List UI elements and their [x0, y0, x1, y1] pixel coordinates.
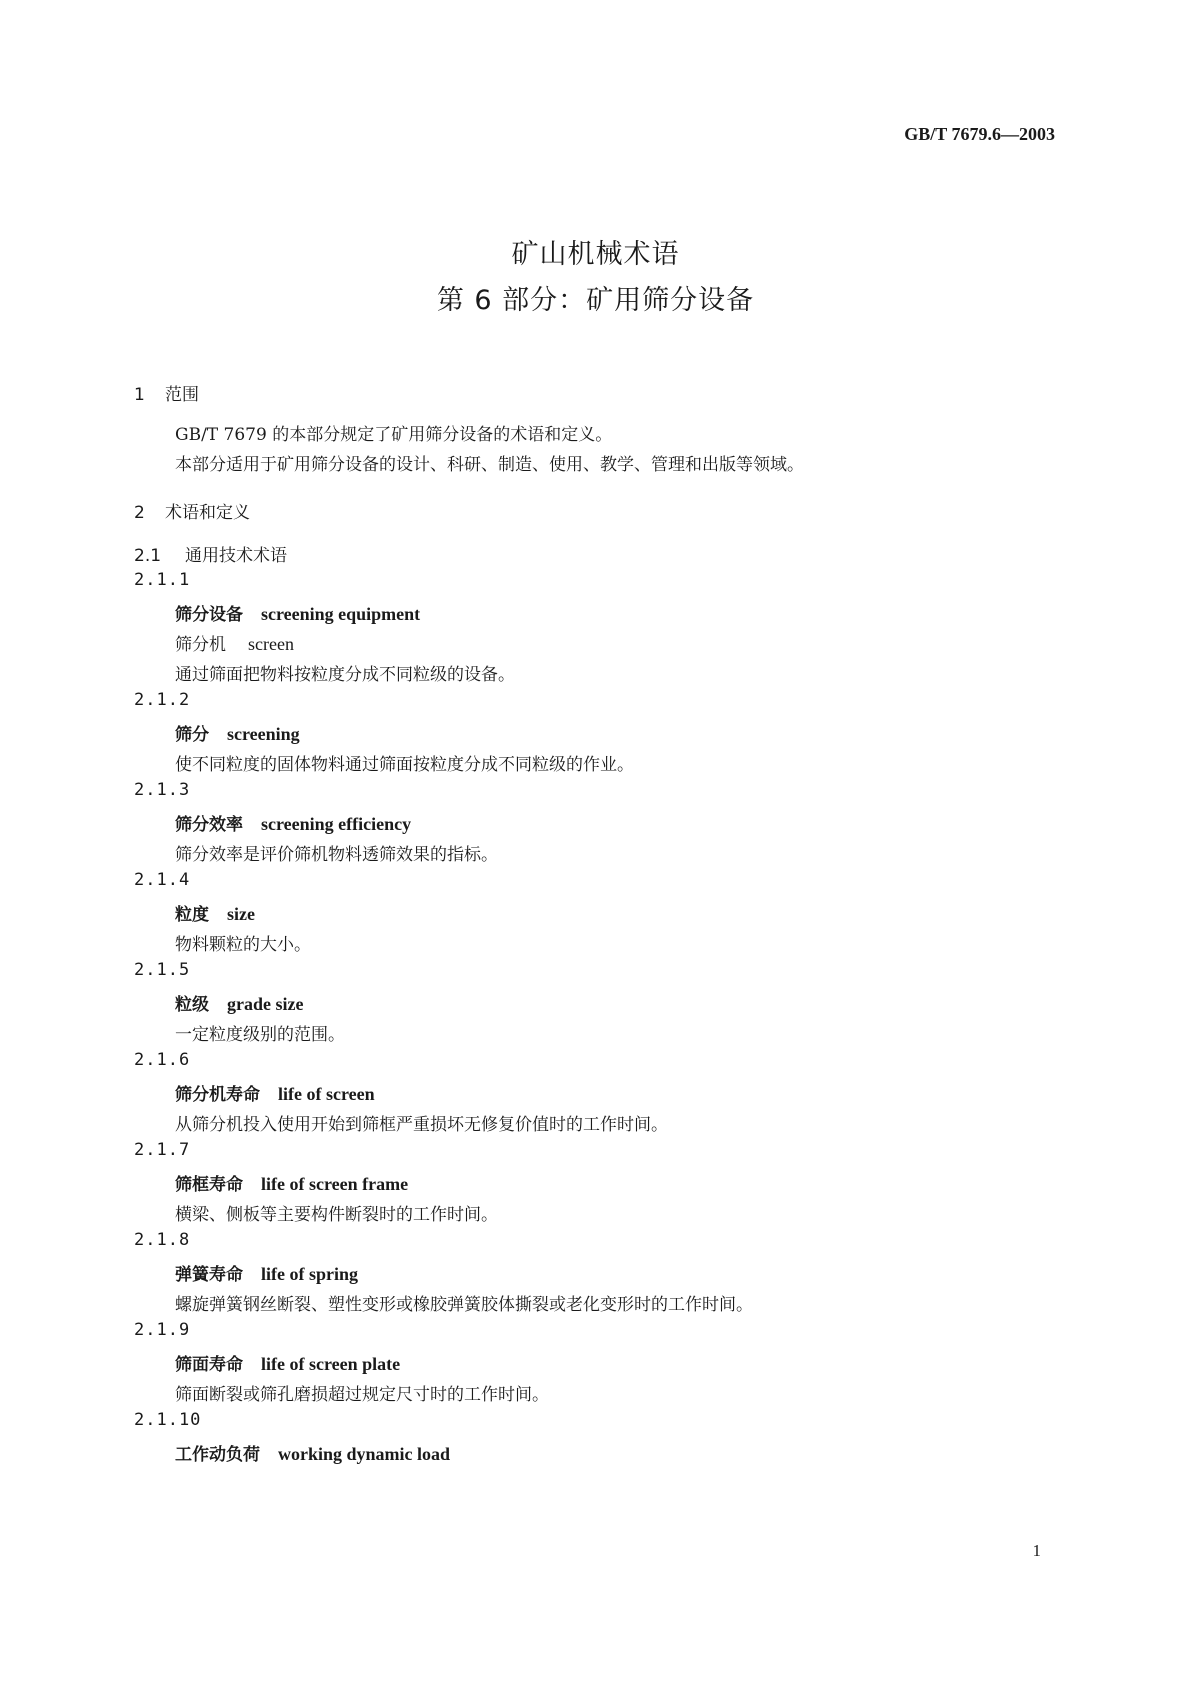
term: [175, 1440, 450, 1465]
definition: 横梁、侧板等主要构件断裂时的工作时间。: [175, 1205, 498, 1225]
synonym: [175, 630, 294, 655]
term-en: life of screen frame: [261, 1174, 409, 1194]
term: [175, 1260, 358, 1285]
definition: 筛面断裂或筛孔磨损超过规定尺寸时的工作时间。: [175, 1385, 549, 1405]
entry-number: 2.1.3: [134, 780, 191, 800]
term-zh: 工作动负荷: [175, 1445, 260, 1465]
document-subtitle: 第 6 部分：矿用筛分设备: [436, 285, 755, 316]
term-zh: 弹簧寿命: [175, 1265, 243, 1285]
term-en: screening equipment: [261, 604, 421, 624]
entry-number: 2.1.4: [134, 870, 191, 890]
subsection-title: 通用技术术语: [185, 546, 287, 566]
term-zh: 筛分设备: [175, 605, 243, 625]
scope-paragraph-1: GB/T 7679 的本部分规定了矿用筛分设备的术语和定义。: [175, 425, 613, 445]
section-title: 范围: [165, 385, 199, 405]
definition: 筛分效率是评价筛机物料透筛效果的指标。: [175, 845, 498, 865]
entry-number: 2.1.5: [134, 960, 191, 980]
document-title: 矿山机械术语: [511, 239, 680, 270]
definition: 物料颗粒的大小。: [175, 935, 311, 955]
section-2-heading: [134, 498, 250, 523]
term: [175, 900, 255, 925]
entry-number: 2.1.2: [134, 690, 191, 710]
definition: 一定粒度级别的范围。: [175, 1025, 345, 1045]
standard-number: GB/T 7679.6—2003: [904, 124, 1055, 144]
entry-number: 2.1.9: [134, 1320, 191, 1340]
section-number: 2: [134, 503, 145, 523]
term: [175, 1350, 400, 1375]
definition: 通过筛面把物料按粒度分成不同粒级的设备。: [175, 665, 515, 685]
synonym-en: screen: [248, 634, 294, 654]
entry-number: 2.1.7: [134, 1140, 191, 1160]
term: [175, 600, 420, 625]
entry-number: 2.1.6: [134, 1050, 191, 1070]
term-zh: 筛分: [175, 725, 209, 745]
definition: 螺旋弹簧钢丝断裂、塑性变形或橡胶弹簧胶体撕裂或老化变形时的工作时间。: [175, 1295, 753, 1315]
term-zh: 筛分效率: [175, 815, 243, 835]
entry-number: 2.1.8: [134, 1230, 191, 1250]
term: [175, 720, 300, 745]
term-en: screening efficiency: [261, 814, 412, 834]
section-number: 1: [134, 385, 145, 405]
term: [175, 1170, 408, 1195]
term-en: life of screen plate: [261, 1354, 401, 1374]
section-1-heading: [134, 380, 199, 405]
term-en: working dynamic load: [278, 1444, 451, 1464]
definition: 从筛分机投入使用开始到筛框严重损坏无修复价值时的工作时间。: [175, 1115, 668, 1135]
section-title: 术语和定义: [165, 503, 250, 523]
term-en: screening: [227, 724, 300, 744]
synonym-zh: 筛分机: [175, 635, 226, 655]
subsection-number: 2.1: [134, 546, 162, 566]
scope-paragraph-2: 本部分适用于矿用筛分设备的设计、科研、制造、使用、教学、管理和出版等领域。: [175, 455, 804, 475]
entry-number: 2.1.10: [134, 1410, 202, 1430]
term-zh: 粒度: [175, 905, 209, 925]
page-number: 1: [1032, 1541, 1041, 1560]
term-en: grade size: [227, 994, 304, 1014]
entry-number: 2.1.1: [134, 570, 191, 590]
subsection-2-1-heading: [134, 541, 287, 566]
term-en: life of screen: [278, 1084, 375, 1104]
term-zh: 筛框寿命: [175, 1175, 243, 1195]
term: [175, 990, 303, 1015]
term-zh: 粒级: [175, 995, 209, 1015]
term-en: size: [227, 904, 255, 924]
term-en: life of spring: [261, 1264, 358, 1284]
definition: 使不同粒度的固体物料通过筛面按粒度分成不同粒级的作业。: [175, 755, 634, 775]
term-zh: 筛面寿命: [175, 1355, 243, 1375]
term: [175, 1080, 375, 1105]
term-zh: 筛分机寿命: [175, 1085, 260, 1105]
term: [175, 810, 411, 835]
